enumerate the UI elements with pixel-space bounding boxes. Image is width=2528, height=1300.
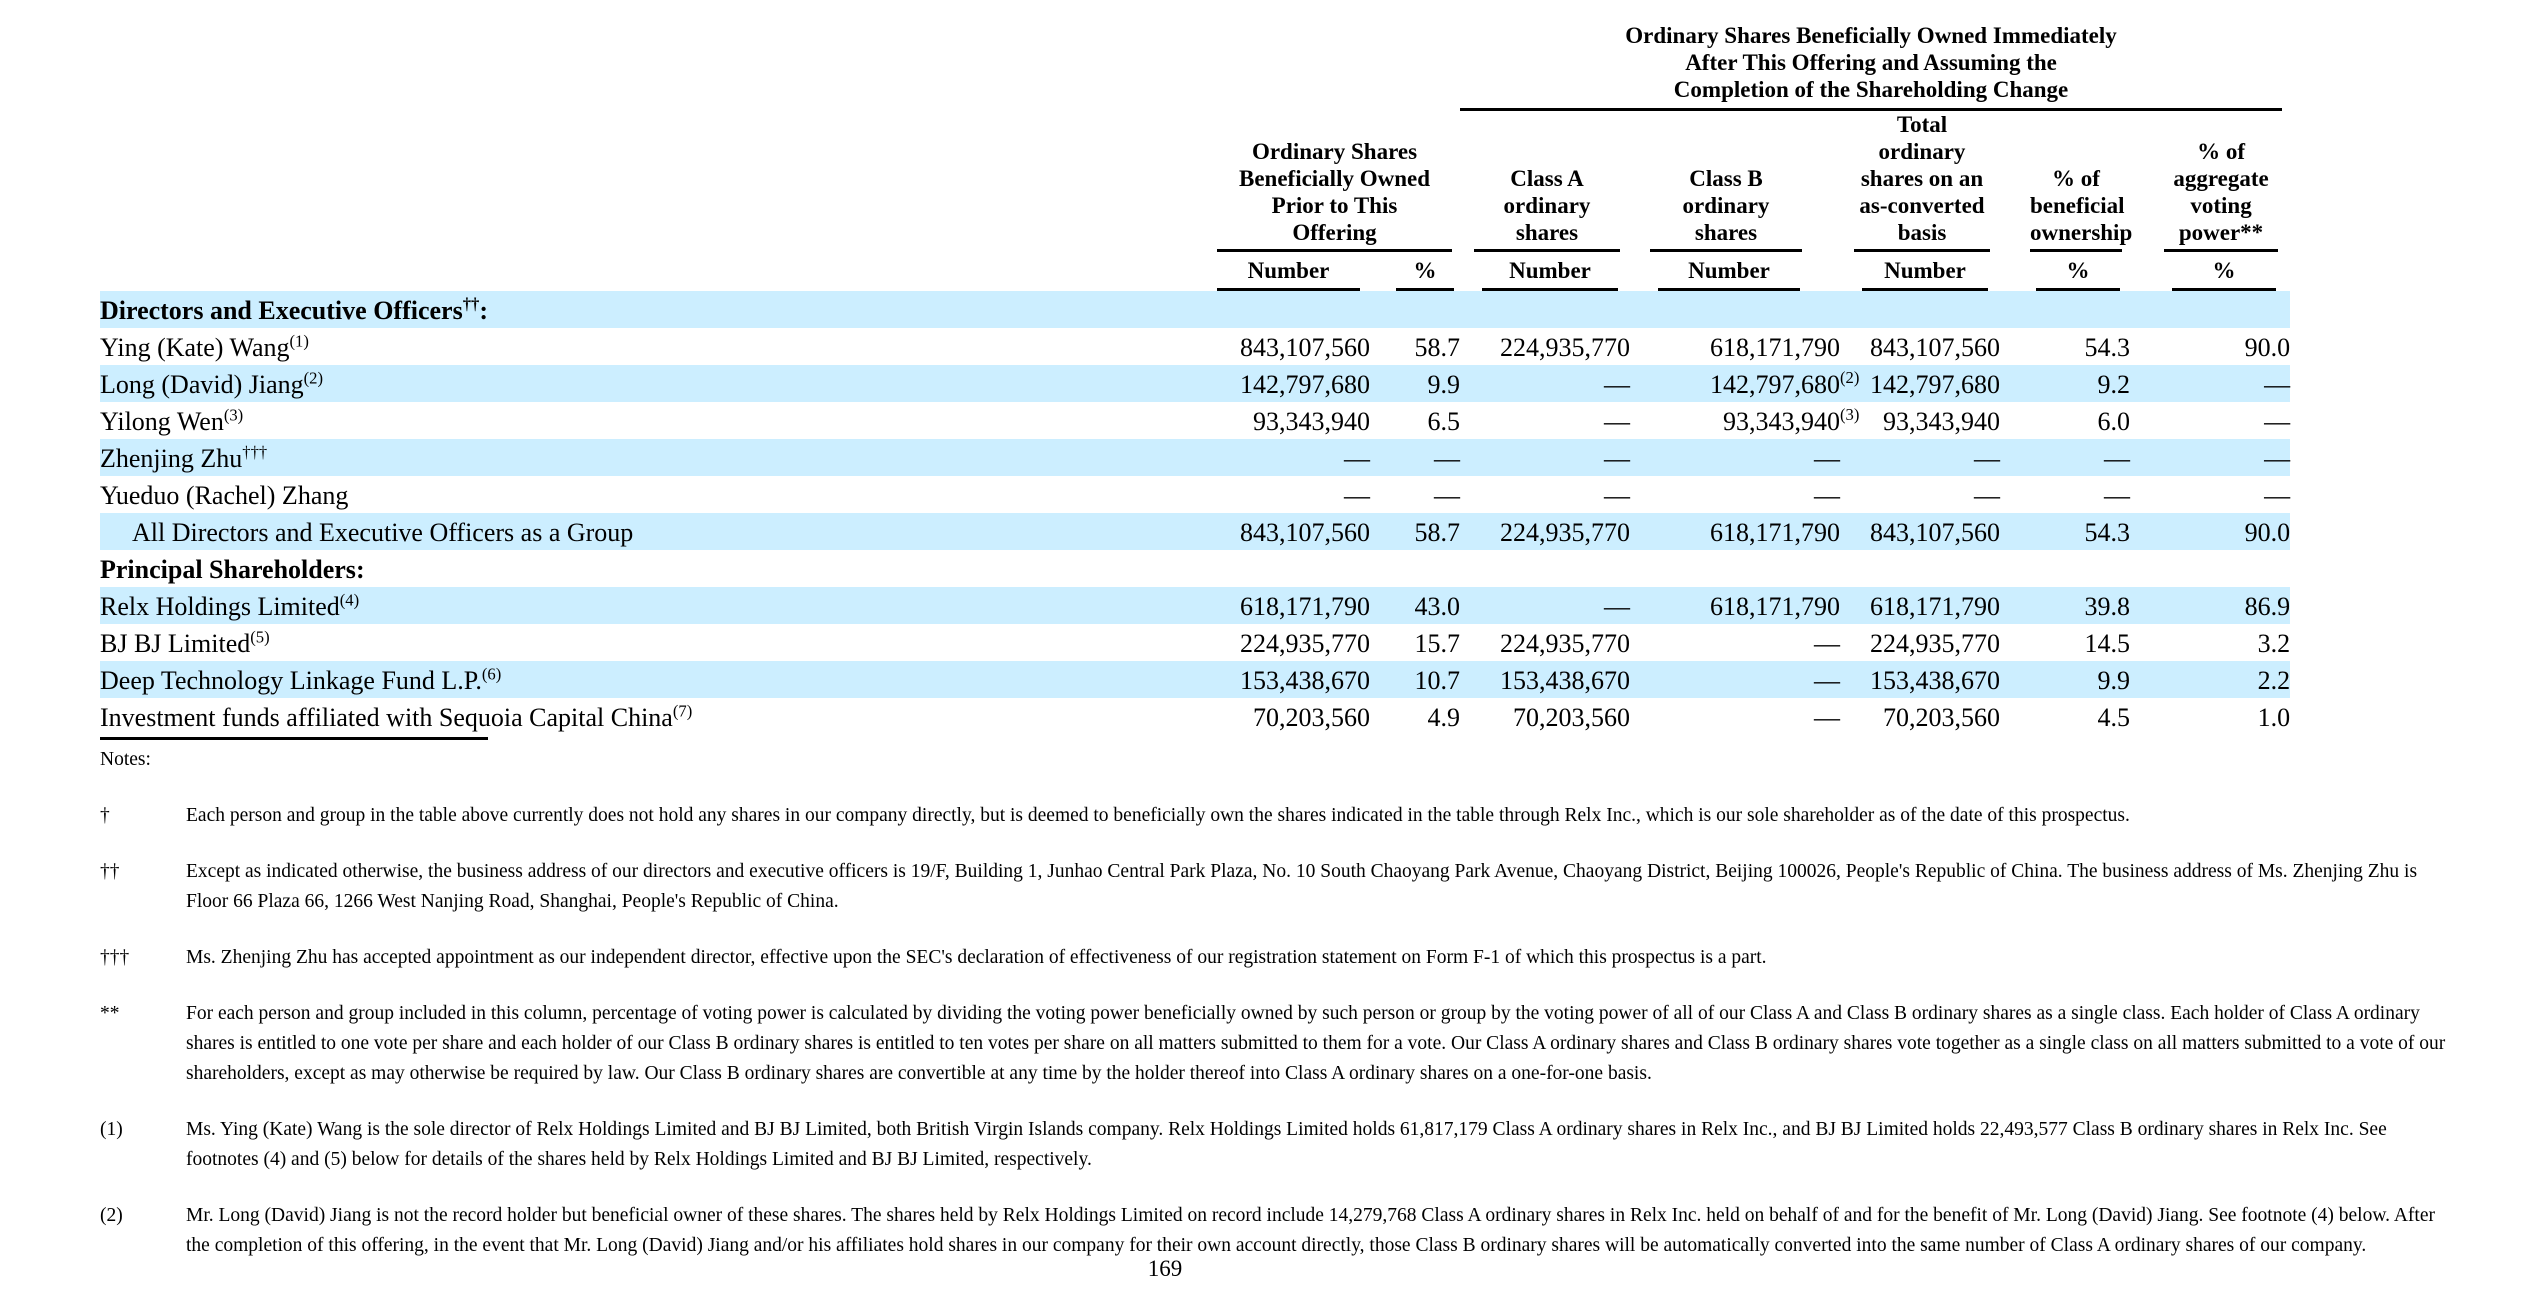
table-cell: — [1840,439,2000,476]
table-cell: 70,203,560 [1883,703,2000,732]
sub-header-cell [1630,252,1840,291]
table-cell: — [2264,407,2291,436]
sub-header-label: Number [1658,256,1800,291]
table-cell: 9.2 [2000,365,2130,402]
header-group-row [100,111,2290,252]
table-cell [2130,291,2290,328]
footnote [100,943,2450,973]
table-cell: 6.0 [2097,407,2130,436]
table-cell: 9.9 [2000,661,2130,698]
row-label: Deep Technology Linkage Fund L.P.$^{(6)}$ [100,661,1195,698]
table-row [100,513,2290,550]
table-cell [1370,550,1460,587]
table-cell [2000,291,2130,328]
sub-header-cell [1460,252,1630,291]
table-cell: 618,171,790 [1195,587,1370,624]
table-cell: 2.2 [2130,661,2290,698]
beneficial-ownership-table-wrap [100,22,2290,735]
column-group-classB [1630,111,1840,252]
table-cell: — [1974,481,2000,510]
footnote-ref: (2) [303,368,324,388]
column-group-title: Class A ordinary shares [1474,165,1620,252]
footnote-marker: †† [100,861,120,882]
column-group-prior [1195,111,1460,252]
row-label: Directors and Executive Officers††: [100,291,1195,328]
table-row [100,661,2290,698]
table-cell: 843,107,560 [1240,333,1370,362]
section-row [100,550,2290,587]
table-cell: 93,343,940 [1253,407,1370,436]
header-empty-cell [100,22,1460,111]
table-cell: — [1460,439,1630,476]
table-cell: 618,171,790 [1840,587,2000,624]
table-cell: 86.9 [2130,587,2290,624]
column-group-title: Class B ordinary shares [1650,165,1802,252]
table-cell: 90.0 [2244,333,2291,362]
row-label: Principal Shareholders: [100,555,365,584]
table-cell [2000,550,2130,587]
table-row [100,624,2290,661]
table-cell: 15.7 [1414,629,1460,658]
beneficial-ownership-table [100,22,2290,735]
table-cell [1630,550,1840,587]
sub-header-cell [2130,252,2290,291]
row-label: Yilong Wen$^{(3)}$ [100,405,244,436]
table-cell: 58.7 [1370,513,1460,550]
table-cell: 843,107,560 [1840,513,2000,550]
footnote-marker: (2) [100,1205,123,1226]
table-cell: 224,935,770 [1870,629,2000,658]
table-cell: 70,203,560 [1253,703,1370,732]
table-cell: 90.0 [2130,513,2290,550]
table-cell: 4.5 [2097,703,2130,732]
table-cell [1195,291,1370,328]
table-cell [2130,550,2290,587]
table-cell: — [2130,439,2290,476]
column-group-vot [2130,111,2290,252]
footnote-separator-line [100,737,488,740]
row-label: Relx Holdings Limited$^{(4)}$ [100,587,1195,624]
notes-list [100,801,2450,1261]
table-cell: 9.9 [1370,365,1460,402]
page-number: 169 [1147,1256,1183,1281]
column-group-title: Ordinary Shares Beneficially Owned Prior to This Offering [1217,138,1452,252]
table-cell: 54.3 [2000,513,2130,550]
table-row [100,476,2290,513]
table-cell: — [1604,481,1630,510]
table-cell: — [1460,365,1630,402]
table-cell: 153,438,670 [1195,661,1370,698]
table-cell: — [2264,481,2291,510]
column-group-total [1840,111,2000,252]
footnote-text: Mr. Long (David) Jiang is not the record holder but beneficial owner of these shares. The shares held by Relx Holdings Limited on record include 14,279,768 Class A ordinary shares in Relx Inc. held on behalf of and for the benefit of Mr. Long (David) Jiang. See footnote (4) below. After the completion of this offering, in the event that Mr. Long (David) Jiang and/or his affiliates hold shares in our company for their own account directly, those Class B ordinary shares will be automatically converted into the same number of Class A ordinary shares of our company. [186,1205,2435,1256]
table-cell: 618,171,790 [1630,587,1840,624]
footnote-text: For each person and group included in this column, percentage of voting power is calculated by dividing the voting power beneficially owned by such person or group by the voting power of all of our Class A and Class B ordinary shares as a single class. Each holder of Class A ordinary shares is entitled to one vote per share and each holder of our Class B ordinary shares is entitled to ten votes per share on all matters submitted to them for a vote. Our Class A ordinary shares and Class B ordinary shares vote together as a single class on all matters submitted to a vote of our shareholders, except as may otherwise be required by law. Our Class B ordinary shares are convertible at any time by the holder thereof into Class A ordinary shares on a one-for-one basis. [186,1003,2446,1084]
footnote-text: Ms. Ying (Kate) Wang is the sole director of Relx Holdings Limited and BJ BJ Limited, both British Virgin Islands company. Relx Holdings Limited holds 61,817,179 Class A ordinary shares in Relx Inc., and BJ BJ Limited holds 22,493,577 Class B ordinary shares in Relx Inc. See footnotes (4) and (5) below for details of the shares held by Relx Holdings Limited and BJ BJ Limited, respectively. [186,1119,2387,1170]
sub-header-cell [1840,252,2000,291]
table-cell: — [1604,407,1630,436]
table-cell: 618,171,790 [1710,333,1840,362]
notes-heading: Notes: [100,749,151,770]
table-cell: 43.0 [1370,587,1460,624]
row-label: Long (David) Jiang$^{(2)}$ [100,365,1195,402]
column-group-classA [1460,111,1630,252]
table-cell [1460,550,1630,587]
table-cell: 843,107,560 [1195,513,1370,550]
table-cell: 58.7 [1414,333,1460,362]
footnote-text: Except as indicated otherwise, the business address of our directors and executive officers is 19/F, Building 1, Junhao Central Park Plaza, No. 10 South Chaoyang Park Avenue, Chaoyang District, Beijing 100026, People's Republic of China. The business address of Ms. Zhenjing Zhu is Floor 66 Plaza 66, 1266 West Nanjing Road, Shanghai, People's Republic of China. [186,861,2418,912]
header-sub-row [100,252,2290,291]
table-row [100,365,2290,402]
row-label: Yueduo (Rachel) Zhang [100,481,349,510]
table-cell: — [1344,481,1370,510]
row-label: Zhenjing Zhu††† [100,439,1195,476]
table-cell: — [1370,439,1460,476]
footnote-ref: (1) [289,331,309,351]
sub-header-cell [2000,252,2130,291]
table-cell: — [1630,439,1840,476]
table-cell: 153,438,670 [1840,661,2000,698]
table-cell: — [1814,629,1840,658]
table-cell: 6.5 [1427,407,1460,436]
row-label: BJ BJ Limited$^{(5)}$ [100,627,270,658]
table-cell: 10.7 [1370,661,1460,698]
table-cell: 224,935,770 [1500,333,1630,362]
sub-header-label: Number [1862,256,1988,291]
footnote-ref: ††† [242,442,268,462]
table-row [100,587,2290,624]
table-cell: 843,107,560 [1870,333,2000,362]
footnote [100,857,2450,917]
footnote-text: Ms. Zhenjing Zhu has accepted appointment as our independent director, effective upon the SEC's declaration of effectiveness of our registration statement on Form F-1 of which this prospectus is a part. [186,947,1767,968]
table-cell: 4.9 [1427,703,1460,732]
footnote-ref: (6) [481,664,502,684]
table-cell [1840,550,2000,587]
table-cell [1370,291,1460,328]
table-row [100,402,2290,439]
notes-section [100,745,2450,1287]
header-empty-cell [100,252,1195,291]
table-cell: 3.2 [2257,629,2291,658]
table-row [100,439,2290,476]
table-cell: 142,797,680 [1630,365,1840,402]
row-label: Ying (Kate) Wang$^{(1)}$ [100,331,309,362]
table-cell: 142,797,680 [1195,365,1370,402]
footnote-marker: ††† [100,947,130,968]
header-empty-cell [100,111,1195,252]
table-cell: 224,935,770 [1460,513,1630,550]
table-cell: — [1434,481,1460,510]
table-cell: 1.0 [2257,703,2291,732]
sub-header-cell [1195,252,1370,291]
sub-header-label: % [1396,256,1454,291]
footnote [100,999,2450,1089]
section-row [100,291,2290,328]
footnote-ref: (3) [223,405,244,425]
column-group-title: % of beneficial ownership [2030,165,2122,252]
after-offering-span-header-text: Ordinary Shares Beneficially Owned Immediately After This Offering and Assuming the Completion of the Shareholding Change [1460,22,2282,111]
sub-header-label: Number [1217,256,1360,291]
table-cell: — [1195,439,1370,476]
footnote-marker: (1) [100,1119,123,1140]
table-cell: 54.3 [2084,333,2130,362]
table-cell: 93,343,940(3) [1723,405,1860,436]
table-cell: — [2130,365,2290,402]
table-cell: — [2104,481,2130,510]
table-row [100,698,2290,735]
footnote [100,1201,2450,1261]
sub-header-cell [1370,252,1460,291]
column-group-title: % of aggregate voting power** [2164,138,2278,252]
table-cell: 14.5 [2084,629,2130,658]
table-cell: — [1630,661,1840,698]
footnote-marker: ** [100,1003,120,1024]
header-span-row [100,22,2290,111]
table-cell: 93,343,940 [1883,407,2000,436]
table-cell: 39.8 [2000,587,2130,624]
table-cell: 153,438,670 [1460,661,1630,698]
after-offering-span-header [1460,22,2290,111]
footnote [100,1115,2450,1175]
footnote-ref: (7) [672,701,693,721]
sub-header-label: Number [1482,256,1618,291]
footnote-text: Each person and group in the table above currently does not hold any shares in our company directly, but is deemed to beneficially own the shares indicated in the table through Relx Inc., which is our sole shareholder as of the date of this prospectus. [186,805,2130,826]
table-cell: — [1460,587,1630,624]
sub-header-label: % [2036,256,2120,291]
table-row [100,328,2290,365]
table-cell: — [1814,481,1840,510]
table-cell: — [1814,703,1840,732]
sub-header-label: % [2172,256,2276,291]
table-cell [1630,291,1840,328]
footnote-ref: (4) [339,590,360,610]
table-cell: 224,935,770 [1240,629,1370,658]
table-cell: 224,935,770 [1500,629,1630,658]
column-group-ben [2000,111,2133,252]
row-label: All Directors and Executive Officers as a Group [100,513,1195,550]
table-cell: 70,203,560 [1513,703,1630,732]
footnote-marker: † [100,805,110,826]
table-cell: 618,171,790 [1630,513,1840,550]
footnote [100,801,2450,831]
table-cell: 142,797,680 [1840,365,2000,402]
footnote-ref: (5) [250,627,270,647]
footnote-ref: †† [462,294,480,314]
table-cell: — [2000,439,2130,476]
table-cell [1195,550,1370,587]
column-group-title: Total ordinary shares on an as-converted basis [1854,111,1990,252]
row-label: Investment funds affiliated with Sequoia Capital China$^{(7)}$ [100,701,693,732]
table-cell [1460,291,1630,328]
table-cell [1840,291,2000,328]
